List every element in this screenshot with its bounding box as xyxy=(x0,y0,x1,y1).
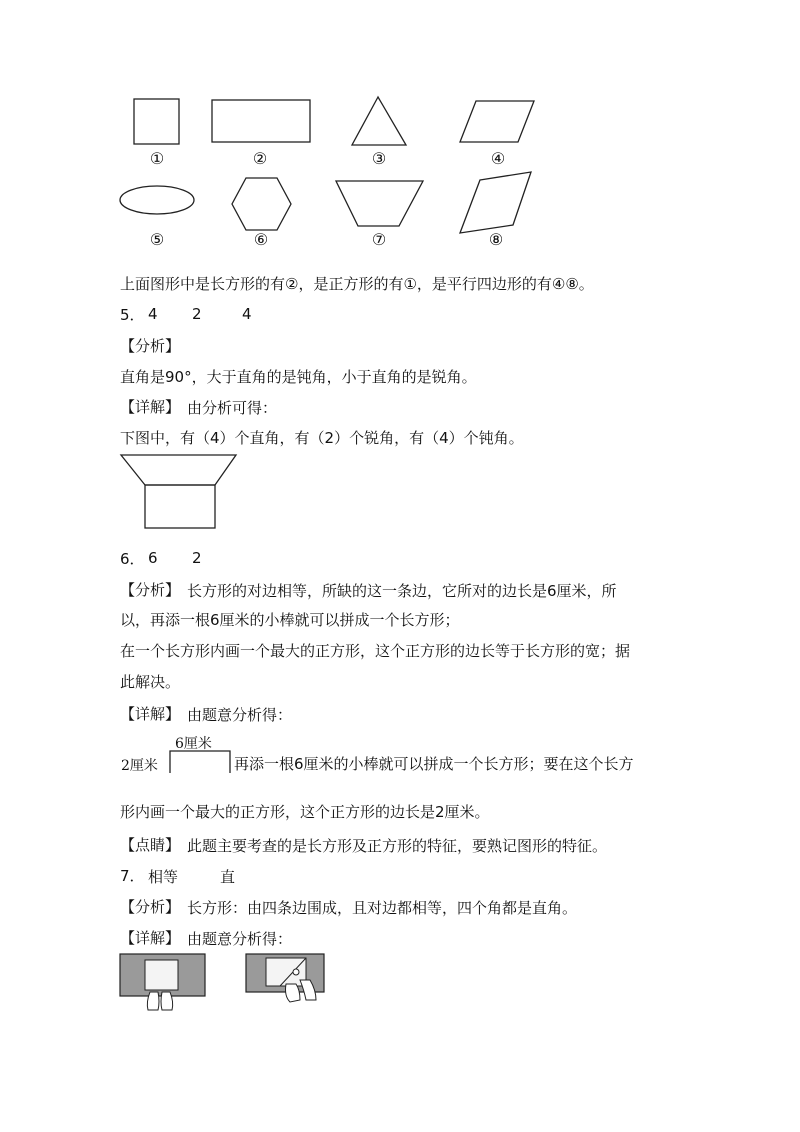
shape-label-6: ⑥ xyxy=(253,230,269,249)
q5-answer-2: 2 xyxy=(192,305,202,323)
q4-summary: 上面图形中是长方形的有②，是正方形的有①，是平行四边形的有④⑧。 xyxy=(120,275,594,293)
q7-answer-2: 直 xyxy=(220,868,236,886)
q6-answer-2: 2 xyxy=(192,549,202,567)
q5-answer-3: 4 xyxy=(242,305,252,323)
q6-analysis-2: 以，再添一根6厘米的小棒就可以拼成一个长方形； xyxy=(120,611,460,629)
q5-detail: 由分析可得： xyxy=(187,399,278,417)
shape-label-3: ③ xyxy=(371,149,387,168)
q7-analysis: 长方形：由四条边围成，且对边都相等，四个角都是直角。 xyxy=(187,899,578,917)
shape-label-4: ④ xyxy=(490,149,506,168)
shape-label-7: ⑦ xyxy=(371,230,387,249)
q6-figure-left-label: 2厘米 xyxy=(121,758,158,774)
q7-detail-tag: 【详解】 xyxy=(120,929,181,947)
shape-label-1: ① xyxy=(149,149,165,168)
q7-number: 7． xyxy=(120,867,145,885)
q6-answer-1: 6 xyxy=(148,549,158,567)
q7-analysis-tag: 【分析】 xyxy=(120,898,181,916)
q5-analysis: 直角是90°，大于直角的是钝角，小于直角的是锐角。 xyxy=(120,368,477,386)
q5-answer-1: 4 xyxy=(148,305,158,323)
q7-detail: 由题意分析得： xyxy=(187,930,293,948)
shape-label-5: ⑤ xyxy=(149,230,165,249)
q6-detail: 由题意分析得： xyxy=(187,706,293,724)
q7-answer-1: 相等 xyxy=(148,868,179,886)
q6-analysis-tag: 【分析】 xyxy=(120,581,181,599)
q6-analysis-3: 在一个长方形内画一个最大的正方形，这个正方形的边长等于长方形的宽；据 xyxy=(120,642,631,660)
q6-analysis-4: 此解决。 xyxy=(120,673,181,691)
q6-analysis-1: 长方形的对边相等，所缺的这一条边，它所对的边长是6厘米，所 xyxy=(187,582,617,600)
q5-analysis-tag: 【分析】 xyxy=(120,337,181,355)
shape-label-2: ② xyxy=(252,149,268,168)
q6-figure-top-label: 6厘米 xyxy=(175,736,212,752)
q6-detail-tag: 【详解】 xyxy=(120,705,181,723)
q6-detail-line-2: 形内画一个最大的正方形，这个正方形的边长是2厘米。 xyxy=(120,803,490,821)
q6-detail-line-1: 再添一根6厘米的小棒就可以拼成一个长方形；要在这个长方 xyxy=(234,755,634,773)
q5-result: 下图中，有（4）个直角，有（2）个锐角，有（4）个钝角。 xyxy=(120,429,524,447)
q6-comment: 此题主要考查的是长方形及正方形的特征，要熟记图形的特征。 xyxy=(187,837,608,855)
q6-comment-tag: 【点睛】 xyxy=(120,836,181,854)
q5-number: 5． xyxy=(120,306,145,324)
q5-detail-tag: 【详解】 xyxy=(120,398,181,416)
q6-number: 6． xyxy=(120,550,145,568)
shape-label-8: ⑧ xyxy=(488,230,504,249)
